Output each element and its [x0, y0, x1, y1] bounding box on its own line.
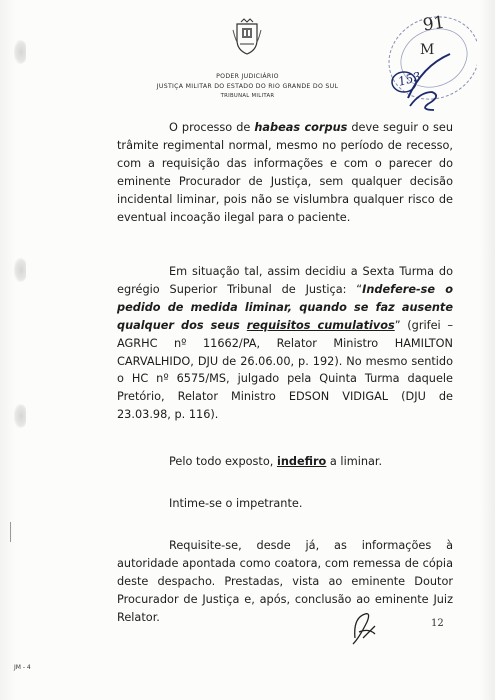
header-court-name: PODER JUDICIÁRIO	[216, 73, 279, 80]
filing-stamp	[362, 6, 477, 120]
paragraph-decision	[117, 453, 453, 471]
stamp-number: 91	[421, 12, 446, 36]
coat-of-arms-icon	[231, 18, 263, 56]
p3-text-a: Pelo todo exposto,	[169, 455, 277, 468]
punch-hole-top	[14, 40, 26, 64]
punch-hole-lower	[14, 404, 26, 428]
p2-quote: Indefere-se o pedido de medida liminar, quando se faz ausente qualquer dos seus	[117, 282, 454, 332]
paragraph-requisition: Requisite-se, desde já, as informações à autoridade apontada como coatora, com remessa de cópia deste despacho. Prestadas, vista ao eminente Doutor Procurador de Justiça e, após, conclusão ao eminente Juiz Relator.	[117, 539, 453, 624]
margin-mark	[10, 522, 11, 542]
p1-text-a: O processo de	[169, 121, 255, 134]
p2-text-a: Em situação tal, assim decidiu a Sexta Turma do egrégio Superior Tribunal de Justiça: “	[117, 265, 453, 296]
p3-indefiro: indefiro	[276, 455, 327, 468]
signature-icon	[345, 608, 385, 650]
punch-hole-middle	[14, 258, 26, 282]
p2-text-d: ” (grifei – AGRHC nº 11662/PA, Relator Ministro HAMILTON CARVALHIDO, DJU de 26.06.00, p. 192). No mesmo sentido o HC nº 6575/MS, julgado pela Quinta Turma daquele Pretório, Relator Ministro EDSON VIDIGAL (DJU de 23.03.98, p. 116).	[117, 318, 453, 422]
stamp-seal-icon	[362, 6, 477, 116]
stamp-initial: M	[420, 42, 435, 58]
paragraph-intimation: Intime-se o impetrante.	[169, 497, 303, 510]
p2-quote-underlined: requisitos cumulativos	[246, 318, 395, 332]
paragraph-habeas-corpus	[117, 119, 453, 226]
p1-emphasis: habeas corpus	[254, 121, 348, 134]
page-number: 12	[431, 618, 444, 629]
stamp-handwritten-code: 153	[396, 69, 423, 89]
p3-text-c: a liminar.	[326, 455, 383, 468]
p1-text-c: deve seguir o seu trâmite regimental normal, mesmo no período de recesso, com a requisição das informações e com o parecer do eminente Procurador de Justiça, sem qualquer decisão incidental liminar, pois não se vislumbra qualquer risco de eventual incoação ilegal para o paciente.	[117, 121, 454, 224]
footer-form-code: JM - 4	[14, 664, 31, 671]
header-tribunal: TRIBUNAL MILITAR	[220, 93, 275, 99]
paragraph-precedent	[117, 263, 453, 424]
header-jurisdiction: JUSTIÇA MILITAR DO ESTADO DO RIO GRANDE DO SUL	[156, 83, 339, 90]
